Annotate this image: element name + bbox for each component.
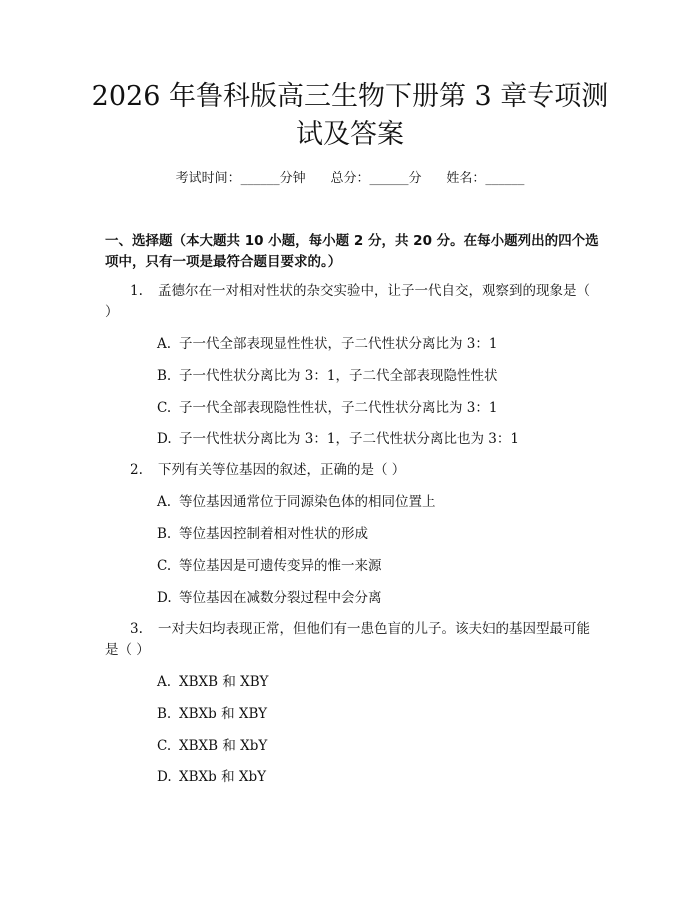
option-label: B. [157,706,172,722]
option-label: A. [157,336,172,352]
option-text: 子一代全部表现隐性性状，子二代性状分离比为 3：1 [179,400,498,416]
option-1a [157,334,597,354]
option-2c [157,556,597,576]
option-1c [157,398,597,418]
exam-meta-line [0,170,700,188]
option-label: D. [157,769,172,785]
option-text: XBXb 和 XBY [179,706,268,722]
option-text: 子一代全部表现显性性状，子二代性状分离比为 3：1 [179,336,498,352]
section-heading: 一、选择题（本大题共 10 小题，每小题 2 分，共 20 分。在每小题列出的四个选项中，只有一项是最符合题目要求的。） [105,233,599,270]
option-text: 等位基因在减数分裂过程中会分离 [179,590,382,606]
option-text: 子一代性状分离比为 3：1，子二代性状分离比也为 3：1 [179,431,519,447]
option-3d [157,767,597,787]
document-title: 2026 年鲁科版高三生物下册第 3 章专项测试及答案 [91,81,609,150]
option-3a [157,672,597,692]
option-label: B. [157,526,172,542]
option-text: XBXB 和 XbY [179,738,268,754]
option-label: C. [157,738,172,754]
option-2a [157,492,597,512]
option-2b [157,524,597,544]
option-text: 子一代性状分离比为 3：1，子二代全部表现隐性性状 [179,368,498,384]
exam-time-blank: ______ [240,171,280,186]
option-label: A. [157,674,172,690]
option-label: C. [157,558,172,574]
option-label: A. [157,494,172,510]
question-2 [105,460,600,481]
question-3 [105,619,600,661]
option-label: C. [157,400,172,416]
score-label: 总分： [330,171,370,186]
score-blank: ______ [369,171,409,186]
option-text: 等位基因控制着相对性状的形成 [179,526,368,542]
option-text: XBXb 和 XbY [179,769,267,785]
question-text: 一对夫妇均表现正常，但他们有一患色盲的儿子。该夫妇的基因型最可能是（ ） [105,621,590,658]
option-text: 等位基因通常位于同源染色体的相同位置上 [179,494,436,510]
option-2d [157,588,597,608]
option-label: B. [157,368,172,384]
exam-time-unit: 分钟 [279,171,306,186]
question-1 [105,281,600,323]
option-label: D. [157,590,172,606]
name-label: 姓名： [446,171,486,186]
question-text: 孟德尔在一对相对性状的杂交实验中，让子一代自交，观察到的现象是（ ） [105,283,590,320]
option-text: 等位基因是可遗传变异的惟一来源 [179,558,382,574]
question-text: 下列有关等位基因的叙述，正确的是（ ） [158,462,406,478]
question-number: 1. [130,283,143,299]
option-1b [157,366,597,386]
option-3b [157,704,597,724]
option-label: D. [157,431,172,447]
score-unit: 分 [408,171,422,186]
option-text: XBXB 和 XBY [179,674,269,690]
name-blank: ______ [485,171,525,186]
question-number: 3. [130,621,143,637]
option-1d [157,429,597,449]
exam-time-label: 考试时间： [175,171,241,186]
question-number: 2. [130,462,143,478]
option-3c [157,736,597,756]
